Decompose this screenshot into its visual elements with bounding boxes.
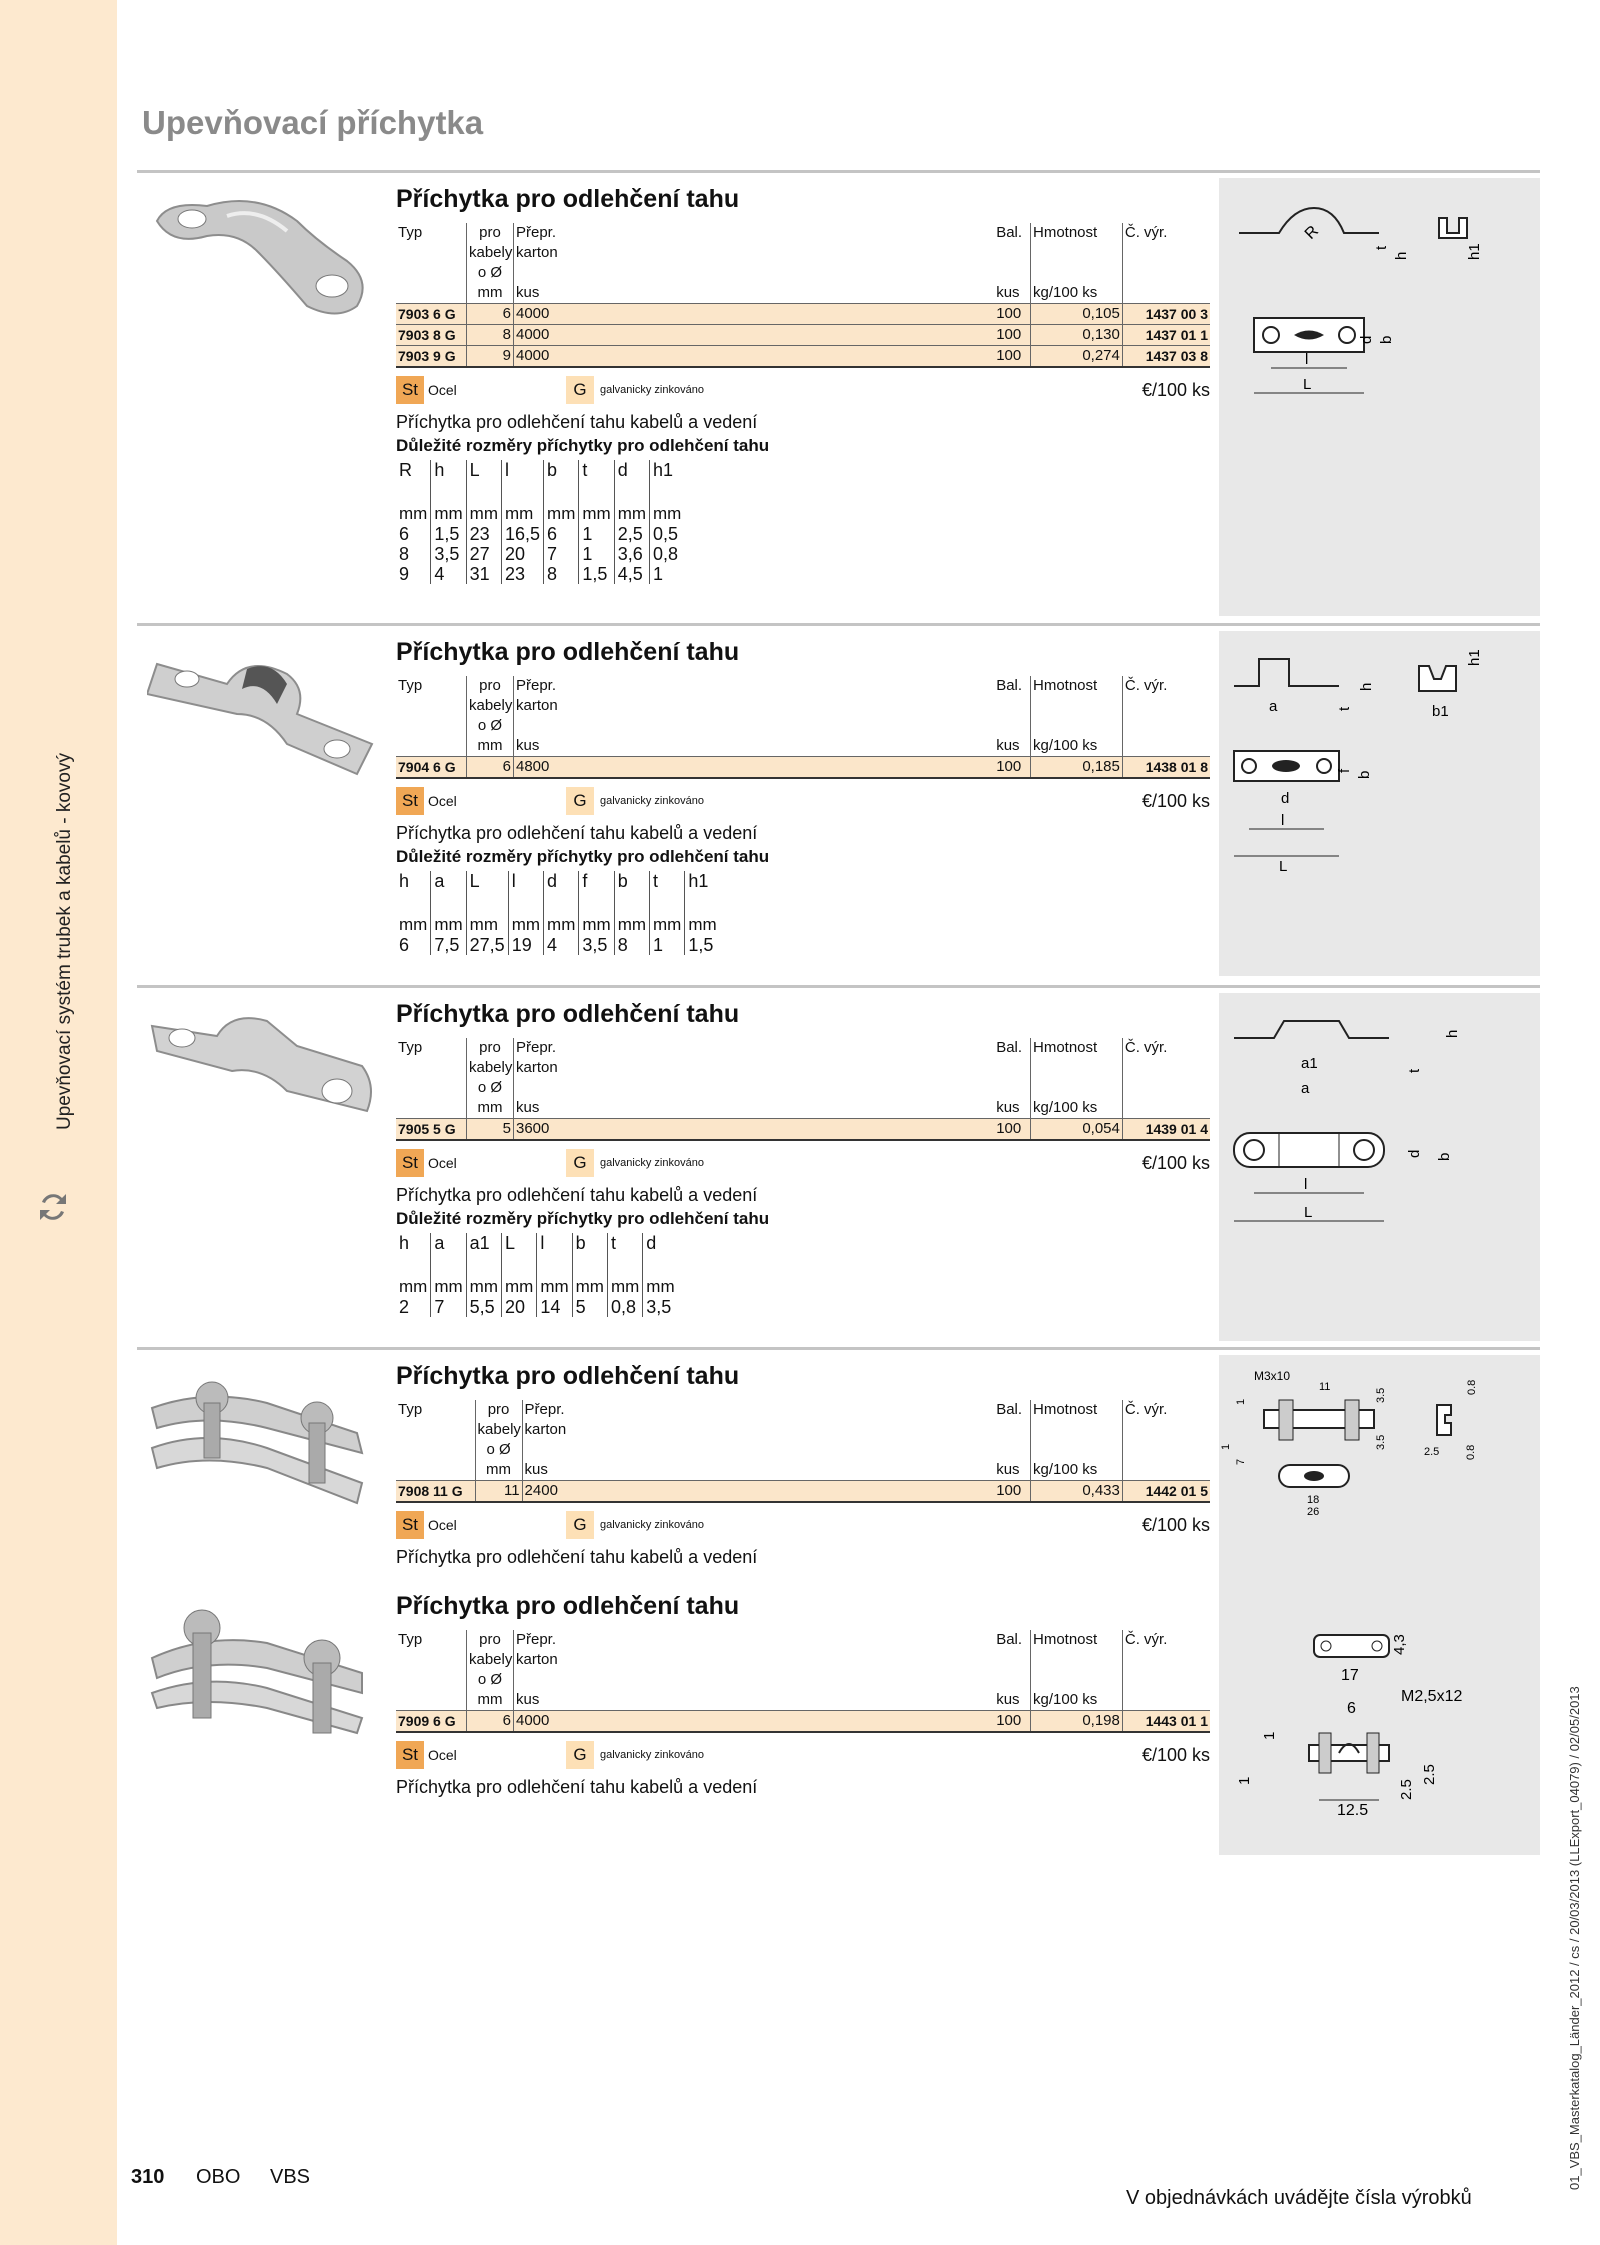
svg-text:2.5: 2.5 [1398, 1779, 1415, 1800]
svg-text:h: h [1358, 682, 1375, 691]
col-hmotnost: Hmotnost kg/100 ks [1031, 223, 1123, 304]
spec-table: Typ pro kabely o Ø mm Přepr. karton kus Bal. kus Hmotnost kg/100 ks Č. výr. 7908 11 G 11 2400 100 0,433 1442 01 5 [396, 1400, 1210, 1503]
material-st-badge: St [396, 787, 424, 815]
svg-text:a: a [1269, 698, 1278, 715]
product-section-7909 [137, 1580, 1540, 1870]
spec-table: Typ pro kabely o Ø mm Přepr. karton kus Bal. kus Hmotnost kg/100 ks Č. výr. 7904 6 G 6 4800 100 0,185 1438 01 8 [396, 676, 1210, 779]
description: Příchytka pro odlehčení tahu kabelů a vedení [396, 1547, 758, 1567]
section-title: Příchytka pro odlehčení tahu [396, 638, 740, 666]
spec-table [396, 223, 1210, 368]
price-unit: €/100 ks [1141, 380, 1210, 400]
material-g-badge: G [566, 1511, 594, 1539]
svg-text:l: l [1281, 812, 1285, 829]
table-row: 7903 9 G 9 4000 100 0,274 1437 03 8 [396, 346, 1210, 368]
material-st-badge: St [396, 1741, 424, 1769]
material-st-badge: St [396, 1511, 424, 1539]
svg-text:1: 1 [1235, 1398, 1247, 1405]
svg-text:1: 1 [1236, 1776, 1253, 1785]
price-unit: €/100 ks [1141, 791, 1210, 811]
product-section-7904 [137, 623, 1540, 981]
product-section-7905 [137, 985, 1540, 1348]
svg-text:l: l [1304, 1176, 1308, 1193]
svg-text:17: 17 [1341, 1667, 1359, 1684]
svg-text:t: t [1373, 245, 1390, 250]
svg-text:L: L [1279, 858, 1288, 875]
material-row: St Ocel G galvanicky zinkováno €/100 ks [396, 376, 1206, 406]
product-photo-7903 [147, 181, 377, 331]
svg-text:L: L [1303, 376, 1312, 393]
dimensions-table: R h L l b t d h1 mm mm mm mm mm mm mm mm 6 1,5 23 16,5 6 1 2,5 0,5 8 3,5 27 20 7 1 3,6 0,8 9 4 31 23 8 1,5 4,5 1 [396, 460, 684, 584]
material-st-badge: St [396, 376, 424, 404]
section-title: Příchytka pro odlehčení tahu [396, 1362, 740, 1390]
table-row: 7909 6 G 6 4000 100 0,198 1443 01 1 [396, 1711, 1210, 1733]
product-photo-7908 [147, 1358, 377, 1528]
svg-text:2.5: 2.5 [1424, 1446, 1440, 1458]
material-g-badge: G [566, 376, 594, 404]
description: Příchytka pro odlehčení tahu kabelů a vedení [396, 1777, 758, 1797]
svg-text:R: R [1301, 222, 1323, 243]
svg-text:0.8: 0.8 [1466, 1379, 1478, 1395]
table-row: 7903 6 G 6 4000 100 0,105 1437 00 3 [396, 304, 1210, 325]
svg-text:h1: h1 [1466, 649, 1483, 666]
svg-text:11: 11 [1319, 1381, 1331, 1393]
col-bal: Bal. kus [996, 224, 1023, 301]
footer-note: V objednávkách uvádějte čísla výrobků [1126, 2187, 1472, 2209]
svg-text:1: 1 [1261, 1731, 1278, 1740]
dimensions-table: h a a1 L l b t d mm mm mm mm mm mm mm mm 2 7 5,5 20 14 5 0,8 3,5 [396, 1233, 678, 1317]
svg-text:2.5: 2.5 [1421, 1764, 1438, 1785]
product-section-7908 [137, 1347, 1540, 1582]
description: Příchytka pro odlehčení tahu kabelů a vedení [396, 412, 758, 432]
svg-text:26: 26 [1307, 1506, 1320, 1518]
material-g-badge: G [566, 787, 594, 815]
svg-text:t: t [1336, 706, 1353, 711]
svg-text:t: t [1406, 1068, 1423, 1073]
dimensions-table: h a L l d f b t h1 mm mm mm mm mm mm mm mm mm 6 7,5 27,5 19 4 3,5 8 1 1,5 [396, 871, 720, 955]
svg-text:b1: b1 [1432, 703, 1449, 720]
price-unit: €/100 ks [1141, 1515, 1210, 1535]
material-row: St Ocel G galvanicky zinkováno €/100 ks [396, 1741, 1206, 1771]
svg-text:0.8: 0.8 [1465, 1444, 1477, 1460]
col-prepr: Přepr. karton kus [514, 223, 567, 304]
svg-text:1: 1 [1220, 1443, 1232, 1450]
product-section-7903 [137, 170, 1540, 623]
dimensions-title: Důležité rozměry příchytky pro odlehčení tahu [396, 847, 770, 866]
product-photo-7905 [147, 996, 377, 1146]
product-photo-7909 [147, 1588, 377, 1758]
technical-drawing-7904 [1219, 631, 1540, 976]
obo-logo-icon [36, 1190, 70, 1224]
svg-text:18: 18 [1307, 1494, 1320, 1506]
svg-text:6: 6 [1347, 1700, 1356, 1717]
svg-text:d: d [1281, 790, 1290, 807]
table-row: 7903 8 G 8 4000 100 0,130 1437 01 1 [396, 325, 1210, 346]
svg-text:4,3: 4,3 [1391, 1634, 1408, 1655]
svg-text:h: h [1444, 1029, 1461, 1038]
svg-text:a: a [1301, 1080, 1310, 1097]
svg-text:h1: h1 [1466, 243, 1483, 260]
svg-text:7: 7 [1235, 1458, 1247, 1465]
spec-table: Typ pro kabely o Ø mm Přepr. karton kus Bal. kus Hmotnost kg/100 ks Č. výr. 7905 5 G 5 3600 100 0,054 1439 01 4 [396, 1038, 1210, 1141]
section-title: Příchytka pro odlehčení tahu [396, 185, 740, 213]
page-number: 310 [131, 2166, 165, 2188]
spec-table: Typ pro kabely o Ø mm Přepr. karton kus Bal. kus Hmotnost kg/100 ks Č. výr. 7909 6 G 6 4000 100 0,198 1443 01 1 [396, 1630, 1210, 1733]
technical-drawing-7909 [1219, 1575, 1540, 1855]
material-g-badge: G [566, 1149, 594, 1177]
col-pro: pro kabely o Ø mm [467, 223, 514, 304]
dimensions-title: Důležité rozměry příchytky pro odlehčení tahu [396, 436, 770, 455]
svg-text:h: h [1393, 251, 1410, 260]
svg-text:l: l [1305, 351, 1309, 368]
col-cislo: Č. výr. [1122, 223, 1210, 304]
material-row: St Ocel G galvanicky zinkováno €/100 ks [396, 1511, 1206, 1541]
footer-brand: OBO [196, 2166, 241, 2188]
section-title: Příchytka pro odlehčení tahu [396, 1000, 740, 1028]
technical-drawing-7905 [1219, 993, 1540, 1341]
svg-text:b: b [1436, 1152, 1453, 1161]
svg-text:3.5: 3.5 [1375, 1387, 1387, 1403]
table-row: 7904 6 G 6 4800 100 0,185 1438 01 8 [396, 757, 1210, 779]
price-unit: €/100 ks [1141, 1153, 1210, 1173]
footer-system: VBS [270, 2166, 311, 2188]
svg-text:d: d [1406, 1149, 1423, 1158]
svg-text:M3x10: M3x10 [1254, 1369, 1291, 1383]
description: Příchytka pro odlehčení tahu kabelů a vedení [396, 1185, 758, 1205]
material-g-badge: G [566, 1741, 594, 1769]
product-photo-7904 [147, 634, 377, 784]
material-row: St Ocel G galvanicky zinkováno €/100 ks [396, 787, 1206, 817]
svg-text:3.5: 3.5 [1375, 1434, 1387, 1450]
dimensions-title: Důležité rozměry příchytky pro odlehčení tahu [396, 1209, 770, 1228]
material-row: St Ocel G galvanicky zinkováno €/100 ks [396, 1149, 1206, 1179]
svg-text:b: b [1356, 770, 1373, 779]
section-title: Příchytka pro odlehčení tahu [396, 1592, 740, 1620]
technical-drawing-7903 [1219, 178, 1540, 616]
material-st-badge: St [396, 1149, 424, 1177]
technical-drawing-7908 [1219, 1355, 1540, 1577]
page-title: Upevňovací příchytka [142, 104, 484, 141]
svg-text:b: b [1378, 335, 1395, 344]
svg-text:a1: a1 [1301, 1055, 1318, 1072]
svg-text:L: L [1304, 1204, 1313, 1221]
table-row: 7905 5 G 5 3600 100 0,054 1439 01 4 [396, 1119, 1210, 1141]
price-unit: €/100 ks [1141, 1745, 1210, 1765]
svg-text:12.5: 12.5 [1337, 1802, 1369, 1819]
svg-text:f: f [1336, 768, 1353, 773]
table-row: 7908 11 G 11 2400 100 0,433 1442 01 5 [396, 1481, 1210, 1503]
description: Příchytka pro odlehčení tahu kabelů a vedení [396, 823, 758, 843]
svg-text:M2,5x12: M2,5x12 [1401, 1688, 1463, 1705]
svg-text:d: d [1358, 335, 1375, 344]
col-typ: Typ [398, 224, 423, 241]
